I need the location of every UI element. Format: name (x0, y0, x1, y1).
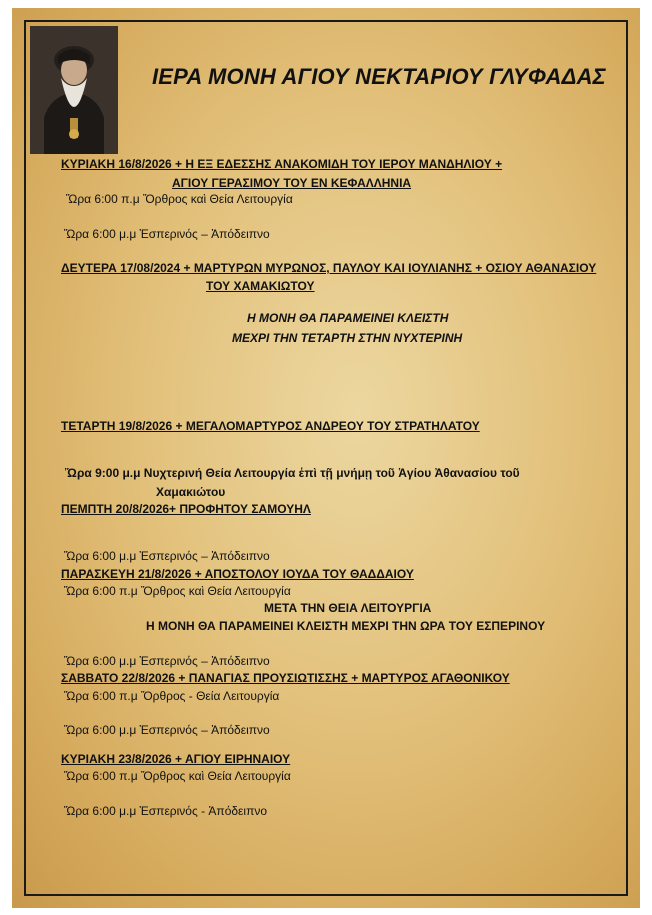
closure-note: ΜΕΧΡΙ ΤΗΝ ΤΕΤΑΡΤΗ ΣΤΗΝ ΝΥΧΤΕΡΙΝΗ (232, 331, 463, 345)
day-header-cont: ΑΓΙΟΥ ΓΕΡΑΣΙΜΟΥ ΤΟΥ ΕΝ ΚΕΦΑΛΛΗΝΙΑ (172, 176, 412, 190)
service-time: Ὥρα 6:00 μ.μ Ἑσπερινός - Ἀπόδειπνο (64, 804, 268, 818)
page-title: ΙΕΡΑ ΜΟΝΗ ΑΓΙΟΥ ΝΕΚΤΑΡΙΟΥ ΓΛΥΦΑΔΑΣ (152, 64, 606, 89)
closure-note: Η ΜΟΝΗ ΘΑ ΠΑΡΑΜΕΙΝΕΙ ΚΛΕΙΣΤΗ ΜΕΧΡΙ ΤΗΝ ΩΡΑ ΤΟΥ ΕΣΠΕΡΙΝΟΥ (146, 619, 546, 633)
service-time: Ὥρα 9:00 μ.μ Νυχτερινή Θεία Λειτουργία ἐπὶ τῇ μνήμῃ τοῦ Ἁγίου Ἀθανασίου τοῦ (65, 466, 520, 480)
saint-portrait-icon (30, 26, 118, 154)
service-time: Ὥρα 6:00 π.μ Ὄρθρος καὶ Θεία Λειτουργία (64, 769, 291, 783)
day-header: ΔΕΥΤΕΡΑ 17/08/2024 + ΜΑΡΤΥΡΩΝ ΜΥΡΩΝΟΣ, ΠΑΥΛΟΥ ΚΑΙ ΙΟΥΛΙΑΝΗΣ + ΟΣΙΟΥ ΑΘΑΝΑΣΙΟΥ (61, 261, 597, 275)
day-header: ΤΕΤΑΡΤΗ 19/8/2026 + ΜΕΓΑΛΟΜΑΡΤΥΡΟΣ ΑΝΔΡΕΟΥ ΤΟΥ ΣΤΡΑΤΗΛΑΤΟΥ (61, 419, 480, 433)
service-time: Ὥρα 6:00 π.μ Ὄρθρος καὶ Θεία Λειτουργία (64, 584, 291, 598)
day-header: ΠΑΡΑΣΚΕΥΗ 21/8/2026 + ΑΠΟΣΤΟΛΟΥ ΙΟΥΔΑ ΤΟΥ ΘΑΔΔΑΙΟΥ (61, 567, 414, 581)
poster-page (12, 8, 640, 908)
service-time-cont: Χαμακιώτου (156, 485, 226, 499)
day-header: ΚΥΡΙΑΚΗ 16/8/2026 + Η ΕΞ ΕΔΕΣΣΗΣ ΑΝΑΚΟΜΙΔΗ ΤΟΥ ΙΕΡΟΥ ΜΑΝΔΗΛΙΟΥ + (61, 157, 503, 171)
closure-note: ΜΕΤΑ ΤΗΝ ΘΕΙΑ ΛΕΙΤΟΥΡΓΙΑ (264, 601, 432, 615)
closure-note: Η ΜΟΝΗ ΘΑ ΠΑΡΑΜΕΙΝΕΙ ΚΛΕΙΣΤΗ (247, 311, 449, 325)
day-header: ΠΕΜΠΤΗ 20/8/2026+ ΠΡΟΦΗΤΟΥ ΣΑΜΟΥΗΛ (61, 502, 311, 516)
service-time: Ὥρα 6:00 μ.μ Ἑσπερινός – Ἀπόδειπνο (64, 723, 270, 737)
service-time: Ὥρα 6:00 μ.μ Ἑσπερινός – Ἀπόδειπνο (64, 227, 270, 241)
service-time: Ὥρα 6:00 π.μ Ὄρθρος καὶ Θεία Λειτουργία (66, 192, 293, 206)
day-header: ΚΥΡΙΑΚΗ 23/8/2026 + ΑΓΙΟΥ ΕΙΡΗΝΑΙΟΥ (61, 752, 291, 766)
service-time: Ὥρα 6:00 μ.μ Ἑσπερινός – Ἀπόδειπνο (64, 549, 270, 563)
day-header-cont: ΤΟΥ ΧΑΜΑΚΙΩΤΟΥ (206, 279, 315, 293)
service-time: Ὥρα 6:00 π.μ Ὄρθρος - Θεία Λειτουργία (64, 689, 280, 703)
service-time: Ὥρα 6:00 μ.μ Ἑσπερινός – Ἀπόδειπνο (64, 654, 270, 668)
day-header: ΣΑΒΒΑΤΟ 22/8/2026 + ΠΑΝΑΓΙΑΣ ΠΡΟΥΣΙΩΤΙΣΣΗΣ + ΜΑΡΤΥΡΟΣ ΑΓΑΘΟΝΙΚΟΥ (61, 671, 510, 685)
